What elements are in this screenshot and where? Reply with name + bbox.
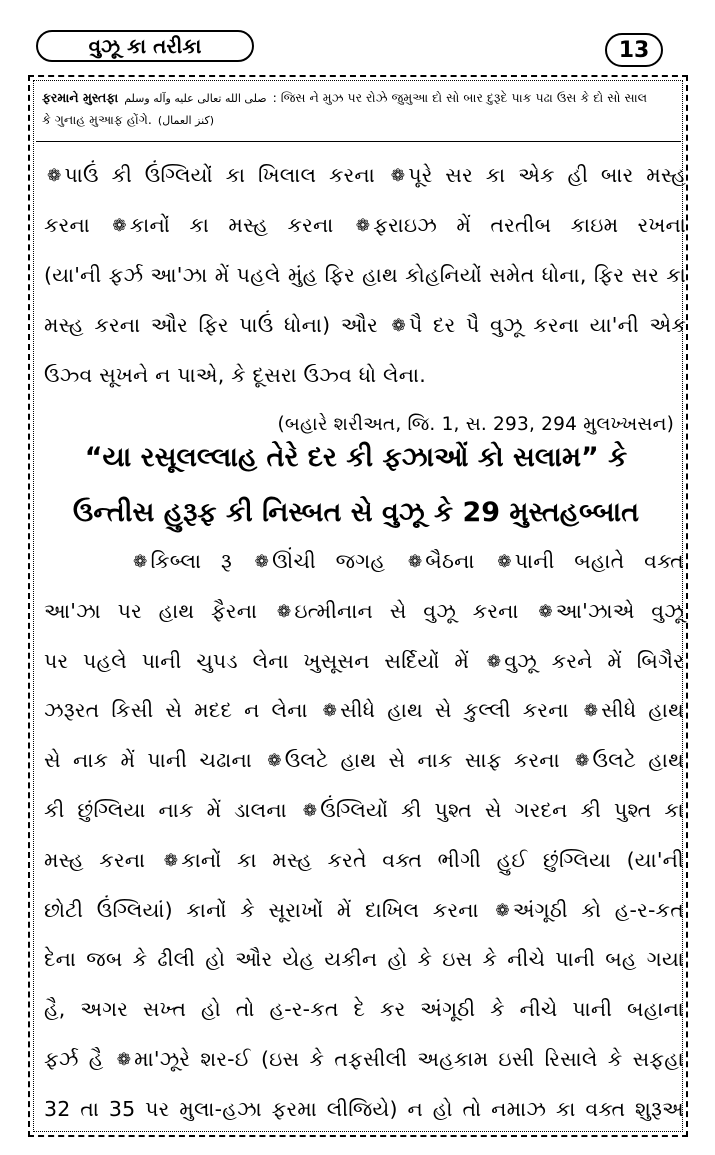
- flower-icon: ❁: [116, 1049, 132, 1070]
- page-number: 13: [605, 33, 663, 67]
- section-heading-line-2: ઉન્તીસ હુરૂફ કી નિસ્બત સે વુઝૂ કે 29 મુસ્તહબ્બાત: [72, 497, 640, 528]
- flower-icon: ❁: [407, 552, 423, 572]
- text-line: ફર્ઝ હૈ ❁ મા'ઝૂરે શર-ઈ (ઇસ કે તફસીલી અહકામ ઇસી રિસાલે કે સફહા: [44, 1046, 685, 1071]
- text-line: સે નાક મેં પાની ચઢાના ❁ ઉલટે હાથ સે નાક સાફ કરના ❁ ઉલટે હાથ: [44, 748, 684, 773]
- flower-icon: ❁: [497, 552, 512, 572]
- flower-icon: ❁: [267, 751, 282, 772]
- flower-icon: ❁: [391, 316, 406, 336]
- text-line: દેના જબ કે ઢીલી હો ઔર યેહ યકીન હો કે ઇસ કે નીચે પાની બહ ગયા: [44, 947, 684, 972]
- text-line: આ'ઝા પર હાથ ફૈરના ❁ ઇત્મીનાન સે વુઝૂ કરના ❁ આ'ઝાએ વુઝૂ: [44, 598, 684, 623]
- flower-icon: ❁: [112, 216, 127, 236]
- text-line: છોટી ઉંગ્લિયાં) કાનોં કે સૂરાખોં મેં દાખિલ કરના ❁ અંગૂઠી કો હ-ર-કત: [44, 897, 685, 922]
- flower-icon: ❁: [583, 701, 599, 722]
- flower-icon: ❁: [322, 701, 338, 722]
- text-line: ❁ કિબ્લા રૂ ❁ ઊંચી જગહ ❁ બૈઠના ❁ પાની બહાતે વક્ત: [133, 549, 684, 573]
- text-line: મસ્હ કરના ઔર ફિર પાઉં ધોના) ઔર ❁ પૈ દર પૈ વુઝૂ કરના યા'ની એક: [44, 313, 686, 337]
- farmane-mustafa-box: [36, 86, 681, 142]
- flower-icon: ❁: [486, 651, 502, 672]
- text-line: ઉઝ્વ સૂખને ન પાએ, કે દૂસરા ઉઝ્વ ધો લેના.: [44, 363, 426, 387]
- flower-icon: ❁: [254, 552, 270, 572]
- reference-citation: (બહારે શરીઅત, જિ. 1, સ. 293, 294 મુલખ્ખસન): [277, 414, 674, 435]
- section-2: [44, 537, 684, 1135]
- text-line: 32 તા 35 પર મુલા-હઝા ફરમા લીજિયે) ન હો તો નમાઝ કા વક્ત શુરૂઅ: [44, 1096, 684, 1121]
- farman-label: ફરમાને મુસ્તફા: [42, 90, 119, 105]
- chapter-title: વુઝૂ કા તરીકા: [36, 30, 254, 62]
- flower-icon: ❁: [575, 751, 590, 772]
- text-line: (યા'ની ફર્ઝ આ'ઝા મેં પહલે મુંહ ફિર હાથ કોહનિયોં સમેત ધોના, ફિર સર કા: [44, 263, 686, 287]
- farman-text-1: : જિસ ને મુઝ પર રોઝે જુમુઆ દો સો બાર દુરૂદે પાક પઢા ઉસ કે દો સો સાલ: [272, 90, 648, 105]
- farman-text-2: કે ગુનાહ મુઆફ હોંગે.: [42, 112, 152, 127]
- flower-icon: ❁: [495, 900, 510, 921]
- flower-icon: ❁: [538, 601, 553, 622]
- flower-icon: ❁: [276, 601, 292, 622]
- section-heading-line-1: “યા રસૂલલ્લાહ તેરે દર કી ફઝાઓં કો સલામ” કે: [84, 442, 628, 473]
- text-line: ઝરૂરત કિસી સે મદદ ન લેના ❁ સીધે હાથ સે કુલ્લી કરના ❁ સીધે હાથ: [44, 698, 685, 723]
- flower-icon: ❁: [163, 850, 179, 871]
- section-1: [44, 150, 686, 450]
- text-line: હૈ, અગર સખ્ત હો તો હ-ર-કત દે કર અંગૂઠી કે નીચે પાની બહાના: [44, 997, 684, 1022]
- text-line: કી છુંગ્લિયા નાક મેં ડાલના ❁ ઉંગ્લિયોં કી પુશ્ત સે ગરદન કી પુશ્ત કા: [44, 797, 685, 822]
- flower-icon: ❁: [302, 800, 318, 821]
- text-line: ❁ પાઉં કી ઉંગ્લિયોં કા ખિલાલ કરના ❁ પૂરે સર કા એક હી બાર મસ્હ: [47, 163, 687, 187]
- farman-source: (كنز العمال): [157, 114, 215, 127]
- salawat-arabic: صلى الله تعالى عليه وآله وسلم: [124, 92, 267, 105]
- flower-icon: ❁: [390, 166, 406, 186]
- flower-icon: ❁: [355, 216, 371, 236]
- text-line: કરના ❁ કાનોં કા મસ્હ કરના ❁ ફરાઇઝ મેં તરતીબ કાઇમ રખના: [44, 213, 687, 237]
- text-line: પર પહલે પાની ચુપડ લેના ખુસૂસન સર્દિયોં મેં ❁ વુઝૂ કરને મેં બિગૈર: [44, 648, 684, 673]
- flower-icon: ❁: [133, 552, 148, 572]
- text-line: મસ્હ કરના ❁ કાનોં કા મસ્હ કરતે વક્ત ભીગી હુઈ છુંગ્લિયા (યા'ની: [44, 847, 684, 872]
- flower-icon: ❁: [47, 166, 62, 186]
